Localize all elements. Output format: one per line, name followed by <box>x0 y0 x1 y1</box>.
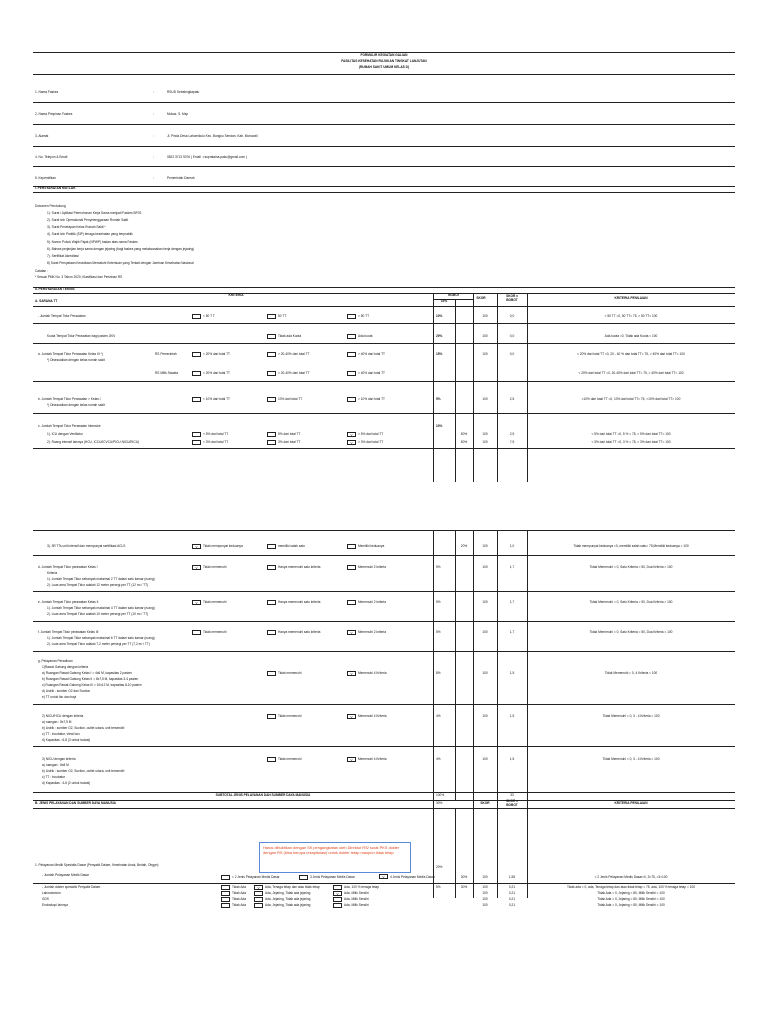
row-label: c. Jumlah Tempat Tidur Perawatan Intensive <box>38 424 101 428</box>
row-kriteria-penilaian: Tidak Memenuhi = 0, 3 - 4 Kriteria = 100 <box>602 714 660 718</box>
row-label: f. Jumlah Tempat Tidur perawatan Kelas III <box>38 630 99 634</box>
col-skorxbobot: SKOR x BOBOT <box>506 799 518 807</box>
row-skor: 100 <box>482 897 488 901</box>
row-note: *) Disesuaikan dengan kelas rumah sakit <box>47 403 105 407</box>
checkbox[interactable] <box>267 334 276 339</box>
option-label: memiliki salah satu <box>278 544 305 548</box>
checkbox[interactable] <box>267 757 276 762</box>
option-label: < 3% dari total TT <box>203 440 229 444</box>
row-skorxbobot: 1,0 <box>509 544 515 548</box>
row-skorxbobot: 2,5 <box>509 432 515 436</box>
row-skor: 100 <box>482 565 488 569</box>
option-label: Memenuhi 2 kriteria <box>358 600 386 604</box>
checkbox[interactable]: V <box>333 891 342 896</box>
row-skorxbobot: 0,0 <box>509 334 515 338</box>
option-label: > 40% dari total TT <box>358 371 385 375</box>
row-skor: 100 <box>482 314 488 318</box>
row-subbobot: 50% <box>460 432 468 436</box>
row-note: *) Disesuaikan dengan kelas rumah sakit <box>47 358 105 362</box>
row-kriteria-penilaian: <10% dari total TT =0, 10% dari total TT= 75, >10% dari total TT= 100 <box>581 397 681 401</box>
option-label: < 50 T T <box>203 314 215 318</box>
doc-note-label: Catatan : <box>35 269 48 273</box>
checkbox[interactable] <box>192 352 201 357</box>
row-subline: d) Kapasitas : 4-6 (2 untuk isolasi) <box>42 781 91 785</box>
row-label: 1). ICU dengan Ventilator <box>47 432 83 436</box>
row-kriteria-penilaian: Tidak Memenuhi = 0, 3 - 4 Kriteria = 100 <box>602 757 660 761</box>
option-label: Hanya memenuhi satu kriteria <box>278 630 321 634</box>
identity-label: 4. No. Telepon & Email <box>35 155 68 159</box>
row-skor: 100 <box>482 600 488 604</box>
row-skorxbobot: 0,0 <box>509 352 515 356</box>
identity-colon: : <box>153 90 154 94</box>
checkbox[interactable] <box>299 875 308 880</box>
row-subline: Kriteria <box>47 571 58 575</box>
form-subtitle: FASILITAS KESEHATAN RUJUKAN TINGKAT LANJUTAN <box>341 59 427 63</box>
checkbox[interactable] <box>192 314 201 319</box>
row-bobot: 4% <box>436 714 441 718</box>
option-label: > 20-40% dari total TT <box>278 352 310 356</box>
row-kriteria-penilaian: < 50 TT =0, 50 TT= 75, > 50 TT= 100 <box>604 314 658 318</box>
doc-item: 7). Sertifikat Akreditasi <box>47 254 79 258</box>
checkbox[interactable] <box>347 397 356 402</box>
row-subbobot: 30% <box>460 885 468 889</box>
checkbox[interactable] <box>267 714 276 719</box>
checkbox[interactable]: V <box>192 544 201 549</box>
checkbox[interactable] <box>221 903 230 908</box>
doc-item: 1). Surat / Aplikasi Permohonan Kerja Sama menjadi Faskes BPJS <box>47 211 142 215</box>
row-skor: 100 <box>482 352 488 356</box>
row-subline: d) Listrik : sumber O2 dan Suction <box>42 689 91 693</box>
option-label: > 50 TT <box>358 314 370 318</box>
option-label: Tidak memenuhi <box>203 565 227 569</box>
option-label: Memenuhi 2 kriteria <box>358 565 386 569</box>
option-label: Tidak Ada <box>232 903 247 907</box>
row-sub-label: RS Pemerintah <box>155 352 177 356</box>
doc-item: 6). Bahwa perjanjian kerja sama dengan jejaring (bagi faskes yang melaksanakan kerja dengan jejaring) <box>47 247 195 251</box>
checkbox[interactable] <box>254 897 263 902</box>
option-label: Tidak Ada <box>232 891 247 895</box>
subtotal-value: 33 <box>510 793 514 797</box>
option-label: > 5% dari total TT <box>358 432 384 436</box>
row-subline: c) Ruangan Rawat Gabung Kelas III = 10x12 M, kapasitas 8-10 pasien <box>42 683 142 687</box>
option-label: 3% dari total TT <box>278 440 301 444</box>
row-skorxbobot: 1,5 <box>509 757 515 761</box>
option-label: 4 Jenis Pelayanan Medis Dasar <box>390 875 435 879</box>
row-bobot: 5% <box>436 565 441 569</box>
row-skorxbobot: 0,21 <box>508 903 516 907</box>
checkbox[interactable] <box>347 314 356 319</box>
row-label: a. Jumlah Tempat Tidur Perawatan Kelas III *) <box>38 352 103 356</box>
row-bobot: 10% <box>436 424 443 428</box>
col-penilaian: KRITERIA PENILAIAN <box>614 296 648 300</box>
option-label: Hanya memenuhi satu kriteria <box>278 565 321 569</box>
checkbox[interactable] <box>267 440 276 445</box>
option-label: 3 Jenis Pelayanan Medis Dasar <box>310 875 355 879</box>
row-skor: 100 <box>482 885 488 889</box>
checkbox[interactable]: V <box>379 874 388 879</box>
row-subline: d) Kapasitas : 6-8 (3 untuk isolasi) <box>42 738 91 742</box>
row-subline: b) Listrik : sumber O2, Suction, outlet udara, unit tersendiri <box>42 726 125 730</box>
checkbox[interactable] <box>333 885 342 890</box>
row-skorxbobot: 0,21 <box>508 885 516 889</box>
doc-note: * Sesuai PMK No. 3 Tahun 2020, Klasifikasi dan Perizinan RS <box>35 275 123 279</box>
section-title: I. PERSYARATAN MUTLAK <box>35 186 76 190</box>
identity-label: 5. Kepemilikan <box>35 176 56 180</box>
form-page-2 <box>33 530 735 998</box>
row-bobot: 15% <box>436 352 443 356</box>
row-skor: 100 <box>482 875 488 879</box>
option-label: Tidak mempunyai keduanya <box>203 544 243 548</box>
row-bobot: 10% <box>436 314 443 318</box>
row-label: Kuota Tempat Tidur Perawatan bagi pasien JKN <box>47 334 115 338</box>
option-label: Ada kuota <box>358 334 373 338</box>
row-skorxbobot: 1,5 <box>509 714 515 718</box>
row-label: g. Pelayanan Persalinan <box>38 659 73 663</box>
row-subline: 1). Jumlah Tempat Tidur sebanyak maksimal 4 TT dalam satu kamar (ruang) <box>47 606 155 610</box>
option-label: Ada, Jejaring, Tidak ada jejaring <box>265 891 311 895</box>
option-label: > 10% dari total TT <box>358 397 385 401</box>
row-label: 1. Pelayanan Medik Spesialis Dasar (Penyakit Dalam, Kesehatan Anak, Bedah, Obgyn) <box>35 863 159 867</box>
checkbox[interactable] <box>267 352 276 357</box>
option-label: Ada, Milik Sendiri <box>344 891 369 895</box>
doc-item: 5). Nomor Pokok Wajib Pajak (NPWP) badan atas nama Faskes <box>47 240 138 244</box>
option-label: Memenuhi 4 Kriteria <box>358 757 387 761</box>
checkbox[interactable]: V <box>347 440 356 445</box>
col-kriteria: KRITERIA <box>228 293 244 297</box>
row-skorxbobot: 0,21 <box>508 897 516 901</box>
checkbox[interactable] <box>267 432 276 437</box>
option-label: Memenuhi 4 Kriteria <box>358 671 387 675</box>
identity-label: 2. Nama Pimpinan Faskes <box>35 112 73 116</box>
checkbox[interactable] <box>333 897 342 902</box>
option-label: Memenuhi 2 kriteria <box>358 630 386 634</box>
row-bobot: 5% <box>436 885 441 889</box>
checkbox[interactable]: V <box>192 600 201 605</box>
checkbox[interactable] <box>192 630 201 635</box>
row-skorxbobot: 1,5 <box>509 671 515 675</box>
option-label: < 20% dari total TT <box>203 371 230 375</box>
option-label: < 2 Jenis Pelayanan Medis Dasar <box>232 875 280 879</box>
option-label: Memiliki keduanya <box>358 544 385 548</box>
col-bobot: BOBOT <box>448 293 460 297</box>
subtotal-bobot: 100% <box>436 793 445 797</box>
checkbox[interactable] <box>267 600 276 605</box>
row-label: GDS <box>42 897 49 901</box>
checkbox[interactable] <box>267 371 276 376</box>
option-label: Tidak memenuhi <box>203 600 227 604</box>
checkbox[interactable]: V <box>347 671 356 676</box>
row-kriteria-penilaian: Tidak Ada = 0, Jejaring = 80, Milik Sendiri = 100 <box>597 903 665 907</box>
row-kriteria-penilaian: < 20% dari total TT =0, 20-40% dari total TT= 75, > 40% dari total TT= 100 <box>578 371 684 375</box>
row-skor: 100 <box>482 432 488 436</box>
row-skorxbobot: 0,0 <box>509 314 515 318</box>
row-subline: 1)Rawat Gabung dengan kriteria <box>42 665 89 669</box>
checkbox[interactable] <box>267 565 276 570</box>
identity-colon: : <box>153 134 154 138</box>
row-subline: 2). Luas area Tempat Tidur adalah 7,2 meter persegi per TT (7,2 m² / TT) <box>47 642 150 646</box>
identity-label: 3. Alamat <box>35 134 49 138</box>
section-title: II. PERSYARATAN TEKNIS <box>35 287 75 291</box>
form-class: (RUMAH SAKIT UMUM KELAS D) <box>358 65 410 69</box>
row-kriteria-penilaian: < 5% dari total TT =0, 5 % = 75, > 5% dari total TT= 100 <box>591 432 671 436</box>
option-label: Tidak memenuhi <box>278 714 302 718</box>
checkbox[interactable] <box>267 544 276 549</box>
option-label: Tidak Ada <box>232 885 247 889</box>
row-label: - Jumlah Tempat Tidur Perawatan <box>38 314 86 318</box>
annotation-note: Harus dibuktikan dengan SK pengangkatan oleh Direktur RS/ surat PKS dokter dengan RS (bisa berupa rekapitulasi) untuk dokter tetap maupun tidak tetap <box>259 842 411 873</box>
row-bobot: 8% <box>436 671 441 675</box>
row-bobot: 5% <box>436 397 441 401</box>
option-label: Ada, Tenaga tetap dan atau tidak tetap <box>265 885 320 889</box>
sub-sarana-bobot: 35% <box>440 299 448 303</box>
row-skorxbobot: 1,55 <box>508 875 516 879</box>
identity-value: 0822 3713 9076 ( Email : rsuprataina.paku@gmail.com ) <box>167 155 247 159</box>
subtotal-label: SUBTOTAL JENIS PELAYANAN DAN SUMBER DAYA MANUSIA <box>215 793 311 797</box>
checkbox[interactable]: V <box>347 714 356 719</box>
col-skor: SKOR <box>476 296 486 300</box>
row-kriteria-penilaian: < 2 Jenis Pelayanan Medis Dasar=0, 3=75, >3=100 <box>594 875 668 879</box>
row-subline: e) TT untuk ibu dan bayi <box>42 695 77 699</box>
option-label: Tidak memenuhi <box>278 757 302 761</box>
option-label: < 5% dari total TT <box>203 432 229 436</box>
row-bobot: 5% <box>436 630 441 634</box>
option-label: > 3% dari total TT <box>358 440 384 444</box>
row-subbobot: 20% <box>460 544 468 548</box>
row-skor: 100 <box>482 891 488 895</box>
identity-value: RSUD Sebahngkapatu <box>167 90 200 94</box>
doc-item: 2). Surat Izin Operasional Penyelenggaraan Rumah Sakit <box>47 218 129 222</box>
option-label: 5% dari total TT <box>278 432 301 436</box>
checkbox[interactable]: V <box>347 757 356 762</box>
option-label: Ada, Jejaring, Tidak ada jejaring <box>265 897 311 901</box>
identity-value: Mukaz. S. Msp <box>167 112 189 116</box>
row-skorxbobot: 0,21 <box>508 891 516 895</box>
checkbox[interactable] <box>333 903 342 908</box>
identity-colon: : <box>153 155 154 159</box>
row-label: - Jumlah dokter spesialis Penyakit Dalam <box>42 885 101 889</box>
checkbox[interactable] <box>221 885 230 890</box>
col-skorxbobot: SKOR x BOBOT <box>506 294 518 302</box>
row-kriteria-penilaian: Tidak Memenuhi = 0, Satu Kriteria = 50, Dua Kriteria = 100 <box>589 565 673 569</box>
row-label: d. Jumlah Tempat Tidur perawatan Kelas I <box>38 565 98 569</box>
option-label: Memenuhi 4 Kriteria <box>358 714 387 718</box>
checkbox[interactable]: V <box>254 885 263 890</box>
row-subbobot: 30% <box>460 875 468 879</box>
doc-item: 8) Surat Pernyataan Kesediaan Mematuhi Ketentuan yang Terkait dengan Jaminan Kesehatan Nasional <box>47 261 194 265</box>
row-skorxbobot: 7,5 <box>509 440 515 444</box>
doc-intro: Dokumen Pendukung <box>35 204 66 208</box>
identity-colon: : <box>153 176 154 180</box>
row-skor: 100 <box>482 630 488 634</box>
option-label: Tidak ada Kuota <box>278 334 302 338</box>
row-bobot: 5% <box>436 600 441 604</box>
row-label: e. Jumlah Tempat Tidur perawatan Kelas II <box>38 600 99 604</box>
row-label: 3). 3R TTs unit intensif dan mempunyai sertifikasi ACLS <box>47 544 126 548</box>
option-label: Ada, 100 % tenaga tetap <box>344 885 380 889</box>
row-subline: 1). Jumlah Tempat Tidur sebanyak maksimal 2 TT dalam satu kamar (ruang) <box>47 577 155 581</box>
checkbox[interactable] <box>221 875 230 880</box>
row-label: Laboratorium <box>42 891 61 895</box>
option-label: < 20% dari total TT <box>203 352 230 356</box>
row-subline: a) ruangan : 8x8 M <box>42 763 69 767</box>
row-label: 2) NICU/HCU dengan kriteria <box>42 714 84 718</box>
form-title: FORMULIR KEGIATAN GALIAN <box>360 53 408 57</box>
row-label: b. Jumlah Tempat Tidur Perawatan > Kelas I <box>38 397 101 401</box>
row-label: - Jumlah Pelayanan Medik Dasar <box>42 873 89 877</box>
checkbox[interactable] <box>347 352 356 357</box>
checkbox[interactable] <box>267 397 276 402</box>
row-bobot: 4% <box>436 757 441 761</box>
option-label: < 10% dari total TT <box>203 397 230 401</box>
checkbox[interactable] <box>192 371 201 376</box>
checkbox[interactable] <box>221 891 230 896</box>
checkbox[interactable]: V <box>192 565 201 570</box>
row-bobot: 20% <box>436 865 443 869</box>
option-label: Ada, Milik Sendiri <box>344 897 369 901</box>
row-subline: 1). Jumlah Tempat Tidur sebanyak maksimal 6 TT dalam satu kamar (ruang) <box>47 636 155 640</box>
row-skor: 100 <box>482 334 488 338</box>
checkbox[interactable] <box>347 334 356 339</box>
row-kriteria-penilaian: Tidak Ada = 0, Jejaring = 80, Milik Sendiri = 100 <box>597 891 665 895</box>
row-subline: c) TT : incubator, viewi box <box>42 732 80 736</box>
row-subline: b) Listrik : sumber O2, Suction, outlet udara, unit tersendiri <box>42 769 125 773</box>
row-skorxbobot: 1,7 <box>509 600 515 604</box>
checkbox[interactable] <box>192 432 201 437</box>
checkbox[interactable] <box>267 630 276 635</box>
row-subbobot: 50% <box>460 440 468 444</box>
row-kriteria-penilaian: Tidak ada = 0, ada, Tenaga tetap dan atau tidak tetap = 75, ada, 100 % tenaga tetap = 100 <box>566 885 696 889</box>
row-kriteria-penilaian: < 20% dari total TT =0, 20 - 40 % dari total TT= 75, > 40% dari total TT= 100 <box>577 352 685 356</box>
option-label: Tidak Ada <box>232 897 247 901</box>
checkbox[interactable] <box>192 440 201 445</box>
section-title: B. JENIS PELAYANAN DAN SUMBER DAYA MANUSIA <box>35 801 116 805</box>
option-label: Ada, Milik Sendiri <box>344 903 369 907</box>
row-skor: 100 <box>482 544 488 548</box>
option-label: Hanya memenuhi satu kriteria <box>278 600 321 604</box>
row-kriteria-penilaian: Ada kuota =0, Tidak ada Kuota = 100 <box>604 334 658 338</box>
checkbox[interactable]: V <box>347 630 356 635</box>
row-skorxbobot: 2,5 <box>509 397 515 401</box>
row-kriteria-penilaian: Tidak Memenuhi = 0, Satu Kriteria = 50, Dua Kriteria = 100 <box>589 600 673 604</box>
row-subline: 2). Luas area Tempat Tidur adalah 10 meter persegi per TT (10 m² / TT) <box>47 612 149 616</box>
row-subline: a) ruangan : 8x7,5 M <box>42 720 72 724</box>
option-label: Tidak memenuhi <box>278 671 302 675</box>
row-skor: 100 <box>482 903 488 907</box>
identity-value: Pemerintah Daerah <box>167 176 195 180</box>
row-kriteria-penilaian: Tidak mempunyai keduanya =0, memiliki salah satu= 75,Memiliki keduanya = 100 <box>573 544 689 548</box>
option-label: 50 TT <box>278 314 287 318</box>
row-kriteria-penilaian: Tidak Ada = 0, Jejaring = 80, Milik Sendiri = 100 <box>597 897 665 901</box>
doc-item: 4). Surat Izin Praktik (SIP) tenaga kesehatan yang berpraktik <box>47 232 133 236</box>
identity-value: Jl. Pinda Desa Lahomikulu Kec. Bungku Sendan, Kab. Morowali <box>167 134 258 138</box>
row-skor: 100 <box>482 714 488 718</box>
option-label: 10% dari total TT <box>278 397 303 401</box>
section-bobot: 30% <box>436 801 443 805</box>
checkbox[interactable] <box>254 891 263 896</box>
row-kriteria-penilaian: Tidak Memenuhi = 0, Satu Kriteria = 50, Dua Kriteria = 100 <box>589 630 673 634</box>
checkbox[interactable] <box>347 371 356 376</box>
sub-sarana-title: A. SARANA TT <box>35 299 58 303</box>
identity-label: 1. Nama Faskes <box>35 90 59 94</box>
row-skor: 100 <box>482 671 488 675</box>
checkbox[interactable] <box>347 544 356 549</box>
checkbox[interactable] <box>192 397 201 402</box>
checkbox[interactable] <box>347 600 356 605</box>
checkbox[interactable] <box>221 897 230 902</box>
option-label: > 40% dari total TT <box>358 352 385 356</box>
row-sub-label: RS Milik Swasta <box>155 371 179 375</box>
row-skor: 100 <box>482 440 488 444</box>
option-label: > 20-40% dari total TT <box>278 371 310 375</box>
row-subline: a) Ruangan Rawat Gabung Kelas I = 4x6 M, kapasitas 2 pasien <box>42 671 132 675</box>
identity-colon: : <box>153 112 154 116</box>
checkbox[interactable] <box>267 671 276 676</box>
row-skor: 100 <box>482 397 488 401</box>
row-skorxbobot: 1,7 <box>509 630 515 634</box>
row-bobot: 20% <box>436 334 443 338</box>
form-page-1 <box>33 52 735 482</box>
row-kriteria-penilaian: Tidak Memenuhi = 0, 4 Kriteria = 100 <box>604 671 658 675</box>
row-label: Endoskopi lainnya <box>42 903 68 907</box>
option-label: Ada, Jejaring, Tidak ada jejaring <box>265 903 311 907</box>
row-subline: 2). Luas area Tempat Tidur adalah 12 meter persegi per TT (12 m² / TT) <box>47 583 149 587</box>
row-label: 3) NICU dengan kriteria <box>42 757 76 761</box>
doc-item: 3). Surat Penetapan Kelas Rumah Sakit * <box>47 225 106 229</box>
checkbox[interactable] <box>267 314 276 319</box>
row-skor: 100 <box>482 757 488 761</box>
row-subline: b) Ruangan Rawat Gabung Kelas II = 8x7,5 M, kapasitas 3-4 pasien <box>42 677 139 681</box>
row-subline: c) TT : incubator <box>42 775 66 779</box>
col-skor: SKOR <box>480 801 490 805</box>
checkbox[interactable] <box>347 565 356 570</box>
row-kriteria-penilaian: < 3% dari total TT =0, 3 % = 75, > 3% dari total TT= 100 <box>591 440 671 444</box>
row-skorxbobot: 1,7 <box>509 565 515 569</box>
option-label: Tidak memenuhi <box>203 630 227 634</box>
checkbox[interactable]: V <box>347 432 356 437</box>
checkbox[interactable] <box>254 903 263 908</box>
col-penilaian: KRITERIA PENILAIAN <box>614 801 648 805</box>
row-label: 2). Ruang intensif lainnya (HCU, ICCU/ICVCU/PICU NICU/RICU) <box>47 440 140 444</box>
